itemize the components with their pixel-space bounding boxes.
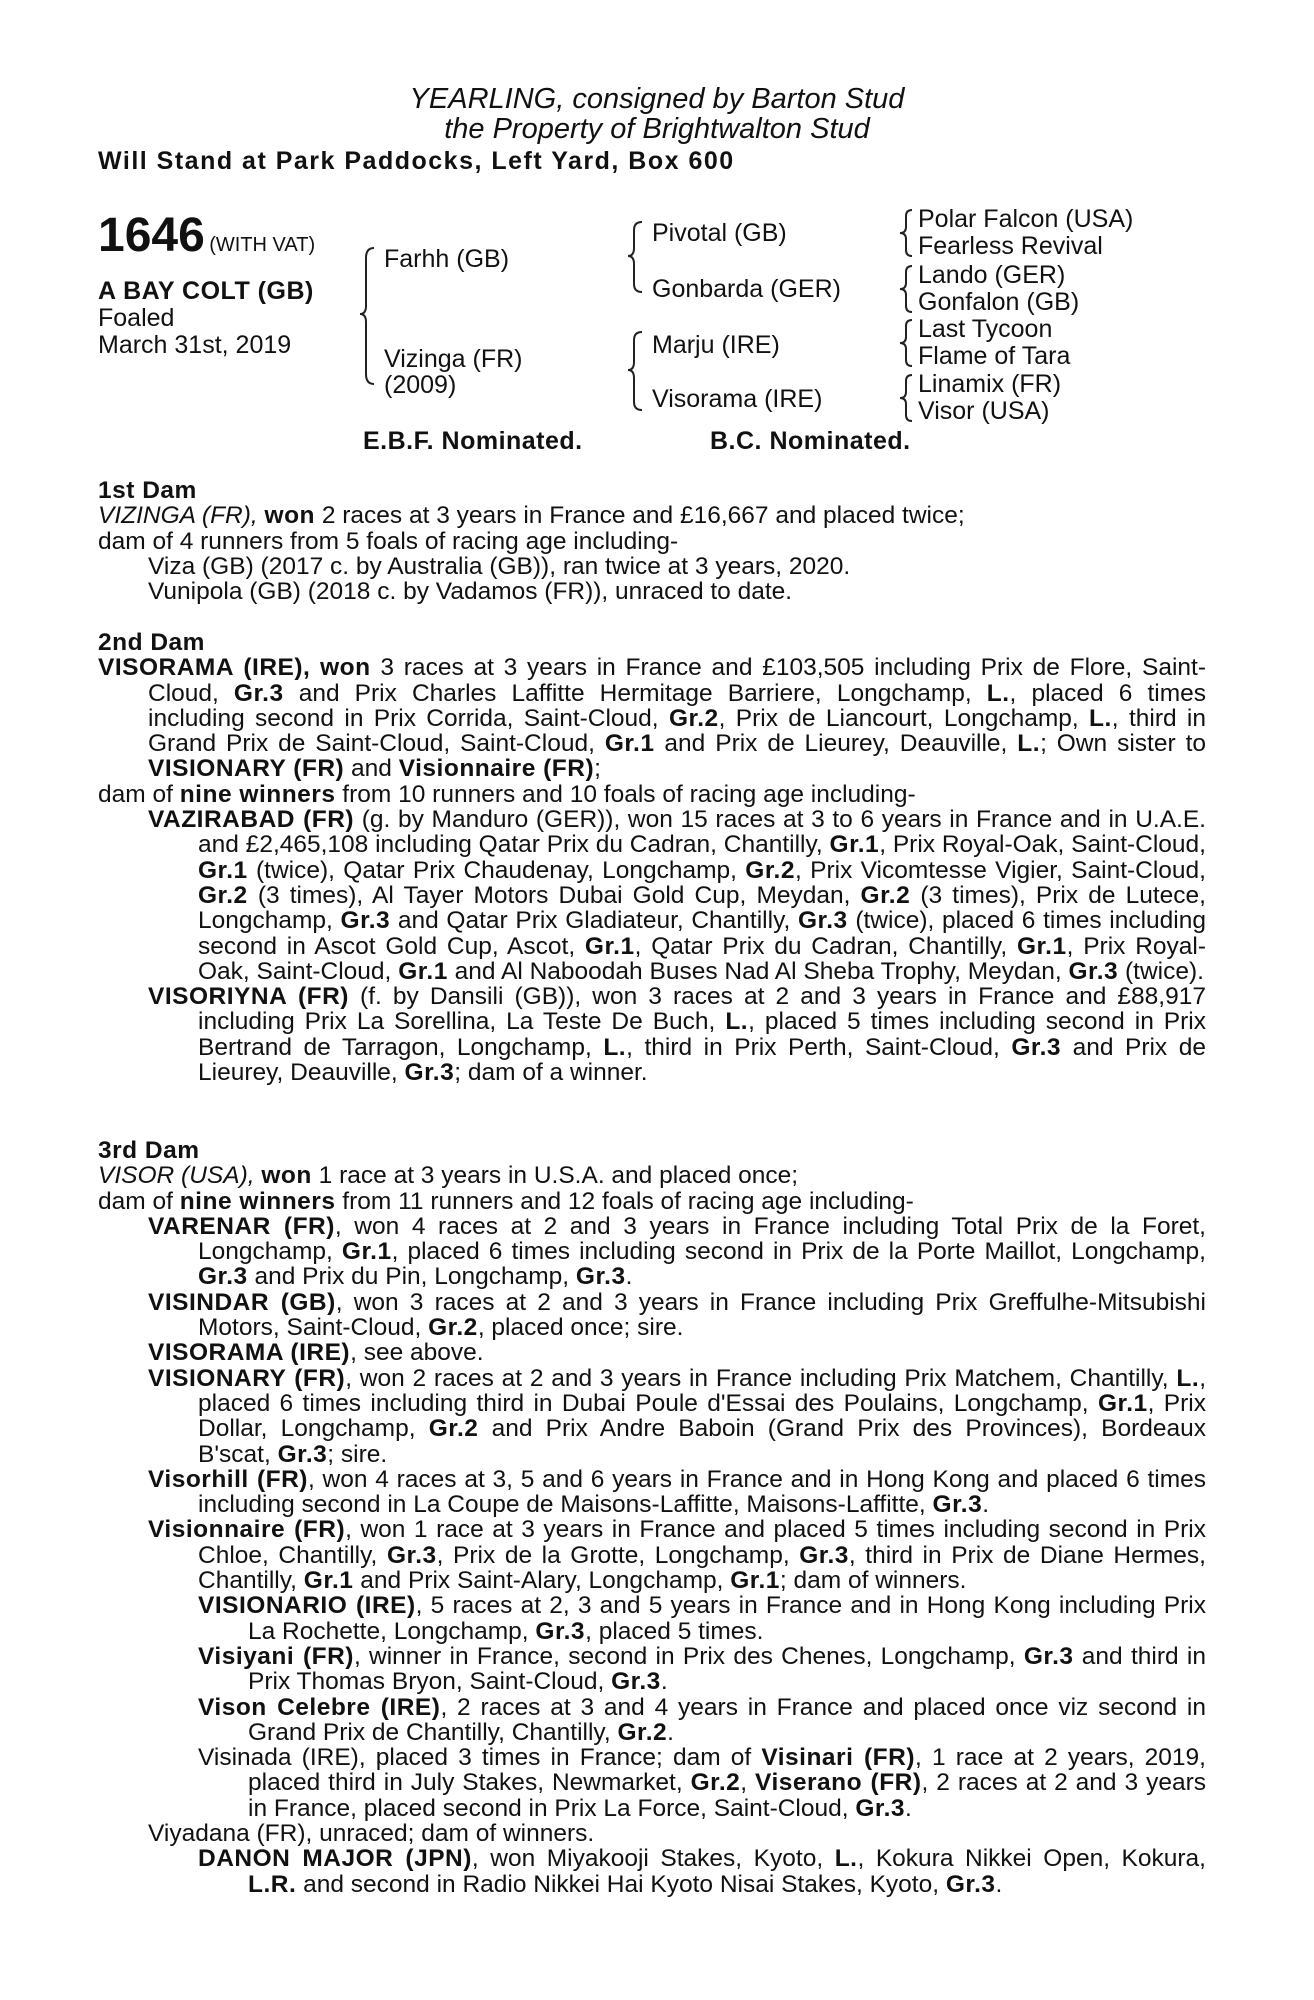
header-property: the Property of Brightwalton Stud: [444, 113, 870, 145]
second-dam-section: [98, 630, 1206, 1085]
pedigree-bracket-2: [628, 220, 648, 294]
pedigree-g5: Last Tycoon: [918, 315, 1053, 343]
pedigree-sire-sire: Pivotal (GB): [652, 219, 787, 247]
pedigree-dam-dam: Visorama (IRE): [652, 385, 823, 413]
first-dam-name: VIZINGA (FR),: [98, 502, 258, 530]
first-dam-offspring-2: Vunipola (GB) (2018 c. by Vadamos (FR)), unraced to date.: [148, 578, 793, 606]
first-dam-offspring-1: Viza (GB) (2017 c. by Australia (GB)), ran twice at 3 years, 2020.: [148, 552, 851, 580]
offspring-visoriyna: VISORIYNA (FR) (f. by Dansili (GB)), won 3 races at 2 and 3 years in France and £88,917 including Prix La Sorellina, La Teste De Buch, L., placed 5 times including second in Prix Bertrand de Tarragon, Longchamp, L., third in Prix Perth, Saint-Cloud, Gr.3 and Prix de Lieurey, Deauville, Gr.3; dam of a winner.: [148, 983, 1206, 1087]
offspring-visinada: Visinada (IRE), placed 3 times in France; dam of Visinari (FR), 1 race at 2 years, 2019, placed third in July Stakes, Newmarket, Gr.2, Viserano (FR), 2 races at 2 and 3 years in France, placed second in Prix La Force, Saint-Cloud, Gr.3.: [198, 1744, 1206, 1822]
pedigree-bracket-3: [628, 330, 648, 412]
pedigree-g7: Linamix (FR): [918, 370, 1062, 398]
offspring-visiyani: Visiyani (FR), winner in France, second in Prix des Chenes, Longchamp, Gr.3 and third in Prix Thomas Bryon, Saint-Cloud, Gr.3.: [198, 1642, 1206, 1696]
offspring-visionary: VISIONARY (FR), won 2 races at 2 and 3 years in France including Prix Matchem, Chantilly, L., placed 6 times including third in Dubai Poule d'Essai des Poulains, Longchamp, Gr.1, Prix Dollar, Longchamp, Gr.2 and Prix Andre Baboin (Grand Prix des Provinces), Bordeaux B'scat, Gr.3; sire.: [148, 1364, 1207, 1468]
pedigree-sire: Farhh (GB): [384, 245, 510, 273]
lot-number-block: [98, 208, 315, 263]
pedigree-bracket-7: [900, 373, 916, 423]
pedigree-bracket-4: [900, 208, 916, 258]
second-dam-title: 2nd Dam: [98, 629, 205, 656]
offspring-visionnaire: Visionnaire (FR), won 1 race at 3 years in France and placed 5 times including second in Prix Chloe, Chantilly, Gr.3, Prix de la Grotte, Longchamp, Gr.3, third in Prix de Diane Hermes, Chantilly, Gr.1 and Prix Saint-Alary, Longchamp, Gr.1; dam of winners.: [148, 1516, 1206, 1595]
offspring-vazirabad: VAZIRABAD (FR) (g. by Manduro (GER)), won 15 races at 3 to 6 years in France and in U.A.E. and £2,465,108 including Qatar Prix du Cadran, Chantilly, Gr.1, Prix Royal-Oak, Saint-Cloud, Gr.1 (twice), Qatar Prix Chaudenay, Longchamp, Gr.2, Prix Vicomtesse Vigier, Saint-Cloud, Gr.2 (3 times), Al Tayer Motors Dubai Gold Cup, Meydan, Gr.2 (3 times), Prix de Lutece, Longchamp, Gr.3 and Qatar Prix Gladiateur, Chantilly, Gr.3 (twice), placed 6 times including second in Ascot Gold Cup, Ascot, Gr.1, Qatar Prix du Cadran, Chantilly, Gr.1, Prix Royal-Oak, Saint-Cloud, Gr.1 and Al Naboodah Buses Nad Al Sheba Trophy, Meydan, Gr.3 (twice).: [148, 806, 1207, 985]
foaled-date: March 31st, 2019: [98, 331, 292, 359]
pedigree-bracket-5: [900, 264, 916, 314]
pedigree-bracket-6: [900, 318, 916, 368]
offspring-vison-celebre: Vison Celebre (IRE), 2 races at 3 and 4 years in France and placed once viz second in Grand Prix de Chantilly, Chantilly, Gr.2.: [198, 1693, 1207, 1746]
second-dam-summary: VISORAMA (IRE), won 3 races at 3 years in France and £103,505 including Prix de Flore, Saint-Cloud, Gr.3 and Prix Charles Laffitte Hermitage Barriere, Longchamp, L., placed 6 times including second in Prix Corrida, Saint-Cloud, Gr.2, Prix de Liancourt, Longchamp, L., third in Grand Prix de Saint-Cloud, Saint-Cloud, Gr.1 and Prix de Lieurey, Deauville, L.; Own sister to VISIONARY (FR) and Visionnaire (FR);: [98, 654, 1207, 783]
first-dam-summary: VIZINGA (FR), won 2 races at 3 years in France and £16,667 and placed twice;: [98, 502, 965, 530]
lot-number: 1646: [98, 209, 205, 262]
third-dam-summary: VISOR (USA), won 1 race at 3 years in U.S.A. and placed once;: [98, 1162, 799, 1190]
pedigree-g2: Fearless Revival: [918, 232, 1103, 260]
foaled-label: Foaled: [98, 304, 175, 332]
offspring-visionario: VISIONARIO (IRE), 5 races at 2, 3 and 5 years in France and in Hong Kong including Prix La Rochette, Longchamp, Gr.3, placed 5 times.: [198, 1592, 1206, 1645]
third-dam-section: [98, 1138, 1206, 1897]
offspring-visorama: VISORAMA (IRE), see above.: [148, 1339, 484, 1367]
vat-note: (WITH VAT): [209, 234, 316, 256]
pedigree-g8: Visor (USA): [918, 397, 1050, 425]
pedigree-g3: Lando (GER): [918, 261, 1066, 289]
second-dam-produce: dam of nine winners from 10 runners and 10 foals of racing age including-: [98, 780, 916, 808]
pedigree-dam-year: (2009): [384, 371, 457, 399]
offspring-danon-major: DANON MAJOR (JPN), won Miyakooji Stakes, Kyoto, L., Kokura Nikkei Open, Kokura, L.R. and second in Radio Nikkei Hai Kyoto Nisai Stakes, Kyoto, Gr.3.: [198, 1845, 1206, 1898]
header-consignor: YEARLING, consigned by Barton Stud: [409, 83, 905, 115]
pedigree-dam-sire: Marju (IRE): [652, 331, 780, 359]
pedigree-g1: Polar Falcon (USA): [918, 205, 1134, 233]
pedigree-sire-dam: Gonbarda (GER): [652, 275, 841, 303]
offspring-viyadana: Viyadana (FR), unraced; dam of winners.: [148, 1820, 595, 1848]
offspring-visorhill: Visorhill (FR), won 4 races at 3, 5 and 6 years in France and in Hong Kong and placed 6 times including second in La Coupe de Maisons-Laffitte, Maisons-Laffitte, Gr.3.: [148, 1465, 1206, 1519]
third-dam-title: 3rd Dam: [98, 1137, 200, 1164]
pedigree-bracket-1: [360, 246, 380, 386]
bc-nominated: B.C. Nominated.: [710, 427, 911, 455]
first-dam-title: 1st Dam: [98, 477, 197, 504]
first-dam-produce: dam of 4 runners from 5 foals of racing age including-: [98, 527, 679, 555]
first-dam-section: [98, 478, 1206, 604]
pedigree-dam: Vizinga (FR): [384, 345, 523, 373]
ebf-nominated: E.B.F. Nominated.: [363, 427, 583, 455]
offspring-varenar: VARENAR (FR), won 4 races at 2 and 3 years in France including Total Prix de la Foret, Longchamp, Gr.1, placed 6 times including second in Prix de la Porte Maillot, Longchamp, Gr.3 and Prix du Pin, Longchamp, Gr.3.: [148, 1212, 1206, 1291]
third-dam-produce: dam of nine winners from 11 runners and 12 foals of racing age including-: [98, 1187, 914, 1215]
offspring-visindar: VISINDAR (GB), won 3 races at 2 and 3 years in France including Prix Greffulhe-Mitsubishi Motors, Saint-Cloud, Gr.2, placed once; sire.: [148, 1288, 1206, 1342]
pedigree-g4: Gonfalon (GB): [918, 288, 1080, 316]
horse-name: A BAY COLT (GB): [98, 277, 314, 305]
header-location: Will Stand at Park Paddocks, Left Yard, Box 600: [98, 147, 735, 175]
pedigree-g6: Flame of Tara: [918, 342, 1071, 370]
